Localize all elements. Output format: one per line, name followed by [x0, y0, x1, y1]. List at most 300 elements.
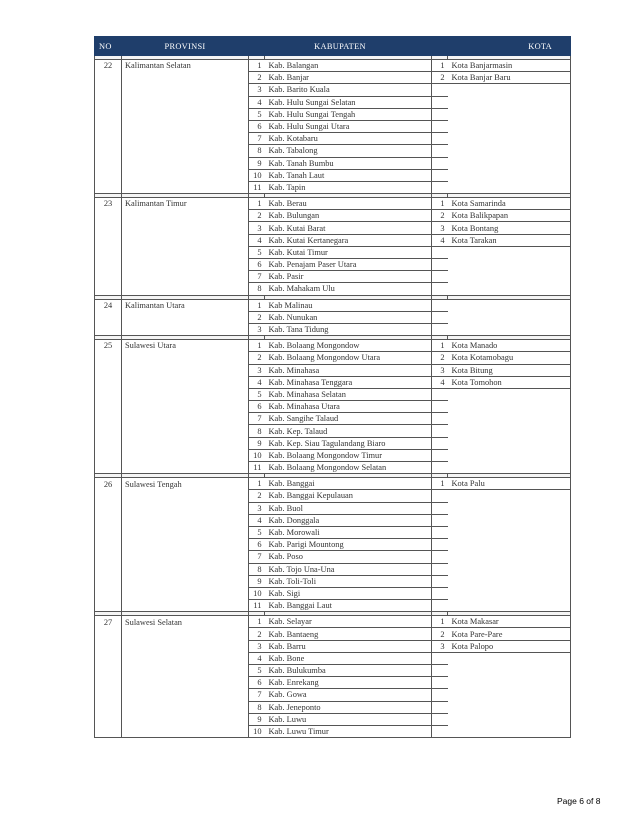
kota-index [432, 401, 448, 413]
kabupaten-index: 5 [249, 665, 265, 677]
kabupaten-name: Kab. Banggai Laut [265, 600, 432, 612]
kabupaten-name: Kab. Enrekang [265, 677, 432, 689]
table-row [95, 364, 571, 376]
province-name [122, 575, 249, 587]
kabupaten-name: Kab. Mahakam Ulu [265, 283, 432, 295]
kabupaten-name: Kab. Bone [265, 652, 432, 664]
header-provinsi: PROVINSI [122, 37, 249, 56]
province-number [95, 449, 122, 461]
kota-name: Kota Pare-Pare [448, 628, 571, 640]
table-row [95, 563, 571, 575]
kota-name [448, 120, 571, 132]
province-number [95, 84, 122, 96]
province-number [95, 401, 122, 413]
table-row [95, 60, 571, 72]
province-name [122, 210, 249, 222]
kabupaten-name: Kab. Balangan [265, 60, 432, 72]
kabupaten-index: 1 [249, 198, 265, 210]
province-name [122, 72, 249, 84]
table-row [95, 222, 571, 234]
kota-name [448, 145, 571, 157]
kota-name: Kota Tomohon [448, 376, 571, 388]
kota-name: Kota Bontang [448, 222, 571, 234]
table-row [95, 108, 571, 120]
province-name [122, 120, 249, 132]
kabupaten-index: 2 [249, 72, 265, 84]
kabupaten-name: Kab. Kutai Barat [265, 222, 432, 234]
province-number [95, 222, 122, 234]
kota-index [432, 563, 448, 575]
header-kabupaten: KABUPATEN [249, 37, 432, 56]
kabupaten-index: 9 [249, 713, 265, 725]
kabupaten-name: Kab. Kep. Siau Tagulandang Biaro [265, 437, 432, 449]
kabupaten-name: Kab. Minahasa Selatan [265, 388, 432, 400]
kota-index: 3 [432, 222, 448, 234]
kota-index [432, 145, 448, 157]
kota-index [432, 299, 448, 311]
kota-name [448, 725, 571, 737]
province-name [122, 84, 249, 96]
kabupaten-name: Kab Malinau [265, 299, 432, 311]
kabupaten-name: Kab. Donggala [265, 514, 432, 526]
province-name [122, 725, 249, 737]
table-row [95, 652, 571, 664]
kota-index [432, 413, 448, 425]
kabupaten-name: Kab. Sangihe Talaud [265, 413, 432, 425]
province-number [95, 246, 122, 258]
table-row [95, 234, 571, 246]
kabupaten-name: Kab. Bolaang Mongondow [265, 340, 432, 352]
kota-name [448, 401, 571, 413]
kota-name [448, 246, 571, 258]
table-row [95, 133, 571, 145]
kabupaten-index: 11 [249, 462, 265, 474]
kota-name [448, 299, 571, 311]
province-number [95, 563, 122, 575]
table-row [95, 449, 571, 461]
kota-name: Kota Banjarmasin [448, 60, 571, 72]
table-row [95, 157, 571, 169]
kota-name [448, 665, 571, 677]
province-number: 26 [95, 478, 122, 490]
kota-index [432, 283, 448, 295]
kabupaten-index: 3 [249, 323, 265, 335]
province-number [95, 462, 122, 474]
table-row [95, 246, 571, 258]
table-row [95, 616, 571, 628]
kabupaten-index: 5 [249, 388, 265, 400]
kota-index: 2 [432, 352, 448, 364]
kabupaten-index: 4 [249, 652, 265, 664]
kabupaten-name: Kab. Morowali [265, 526, 432, 538]
province-number [95, 628, 122, 640]
kota-name [448, 133, 571, 145]
province-name [122, 401, 249, 413]
province-number [95, 551, 122, 563]
kabupaten-name: Kab. Berau [265, 198, 432, 210]
kota-name: Kota Tarakan [448, 234, 571, 246]
kabupaten-index: 5 [249, 246, 265, 258]
kota-name [448, 96, 571, 108]
kabupaten-index: 8 [249, 425, 265, 437]
kabupaten-index: 9 [249, 575, 265, 587]
table-row [95, 120, 571, 132]
table-row [95, 271, 571, 283]
province-name [122, 462, 249, 474]
table-row [95, 514, 571, 526]
province-name [122, 108, 249, 120]
province-name [122, 551, 249, 563]
kota-index [432, 665, 448, 677]
kota-name [448, 563, 571, 575]
province-name [122, 145, 249, 157]
kota-index: 2 [432, 628, 448, 640]
kabupaten-index: 7 [249, 271, 265, 283]
kota-index [432, 157, 448, 169]
province-number [95, 490, 122, 502]
kota-index [432, 271, 448, 283]
province-number [95, 311, 122, 323]
kota-index [432, 84, 448, 96]
kabupaten-name: Kab. Pasir [265, 271, 432, 283]
kota-index [432, 108, 448, 120]
province-number [95, 169, 122, 181]
table-row [95, 181, 571, 193]
province-name [122, 514, 249, 526]
kabupaten-name: Kab. Hulu Sungai Utara [265, 120, 432, 132]
kabupaten-name: Kab. Barito Kuala [265, 84, 432, 96]
province-number [95, 526, 122, 538]
kota-name [448, 323, 571, 335]
kabupaten-name: Kab. Tabalong [265, 145, 432, 157]
province-number: 22 [95, 60, 122, 72]
table-header [95, 37, 571, 56]
kabupaten-index: 2 [249, 628, 265, 640]
province-number [95, 388, 122, 400]
kota-index [432, 437, 448, 449]
kabupaten-name: Kab. Bolaang Mongondow Utara [265, 352, 432, 364]
page-number: Page 6 of 8 [557, 796, 601, 806]
kota-name: Kota Samarinda [448, 198, 571, 210]
province-number: 27 [95, 616, 122, 628]
table-row [95, 340, 571, 352]
province-number [95, 323, 122, 335]
kota-index [432, 449, 448, 461]
province-number [95, 259, 122, 271]
kota-index: 1 [432, 198, 448, 210]
kabupaten-index: 7 [249, 689, 265, 701]
table-row [95, 628, 571, 640]
kabupaten-index: 1 [249, 340, 265, 352]
table-row [95, 713, 571, 725]
kabupaten-name: Kab. Penajam Paser Utara [265, 259, 432, 271]
table-row [95, 677, 571, 689]
region-table [94, 36, 571, 738]
kota-index: 1 [432, 60, 448, 72]
kota-name [448, 539, 571, 551]
kota-name [448, 587, 571, 599]
table-row [95, 640, 571, 652]
kota-name [448, 575, 571, 587]
province-name [122, 259, 249, 271]
table-row [95, 665, 571, 677]
province-name [122, 222, 249, 234]
kota-index [432, 587, 448, 599]
province-number [95, 677, 122, 689]
province-name [122, 563, 249, 575]
table-row [95, 413, 571, 425]
kabupaten-index: 6 [249, 120, 265, 132]
kota-name [448, 449, 571, 461]
kabupaten-index: 8 [249, 283, 265, 295]
kabupaten-index: 3 [249, 222, 265, 234]
kabupaten-name: Kab. Nunukan [265, 311, 432, 323]
kabupaten-index: 2 [249, 311, 265, 323]
kota-name [448, 514, 571, 526]
table-row [95, 462, 571, 474]
province-number [95, 210, 122, 222]
province-number [95, 133, 122, 145]
kabupaten-index: 6 [249, 401, 265, 413]
province-name [122, 437, 249, 449]
table-row [95, 401, 571, 413]
kota-name [448, 600, 571, 612]
province-name [122, 425, 249, 437]
kota-index: 1 [432, 616, 448, 628]
province-number [95, 437, 122, 449]
kota-name [448, 689, 571, 701]
kabupaten-name: Kab. Kutai Kertanegara [265, 234, 432, 246]
kabupaten-name: Kab. Luwu [265, 713, 432, 725]
kabupaten-index: 2 [249, 352, 265, 364]
province-name [122, 587, 249, 599]
kabupaten-index: 3 [249, 640, 265, 652]
kota-name [448, 157, 571, 169]
province-name [122, 169, 249, 181]
province-number: 24 [95, 299, 122, 311]
header-no: NO [95, 37, 122, 56]
province-name [122, 539, 249, 551]
kabupaten-name: Kab. Hulu Sungai Tengah [265, 108, 432, 120]
province-number [95, 640, 122, 652]
kabupaten-name: Kab. Jeneponto [265, 701, 432, 713]
province-number [95, 652, 122, 664]
province-name [122, 490, 249, 502]
region-table-sheet [94, 36, 570, 738]
table-row [95, 259, 571, 271]
province-name [122, 376, 249, 388]
kota-index [432, 526, 448, 538]
kota-name [448, 462, 571, 474]
kota-index: 3 [432, 640, 448, 652]
kabupaten-name: Kab. Minahasa [265, 364, 432, 376]
kabupaten-name: Kab. Parigi Mountong [265, 539, 432, 551]
kabupaten-name: Kab. Tojo Una-Una [265, 563, 432, 575]
province-number: 25 [95, 340, 122, 352]
table-row [95, 311, 571, 323]
province-number [95, 234, 122, 246]
kabupaten-name: Kab. Tana Tidung [265, 323, 432, 335]
kota-index [432, 462, 448, 474]
province-name [122, 388, 249, 400]
kota-name [448, 181, 571, 193]
table-row [95, 323, 571, 335]
kabupaten-index: 6 [249, 677, 265, 689]
kota-index [432, 701, 448, 713]
kabupaten-index: 8 [249, 701, 265, 713]
table-row [95, 299, 571, 311]
kabupaten-index: 6 [249, 539, 265, 551]
table-row [95, 575, 571, 587]
province-name [122, 413, 249, 425]
province-name [122, 665, 249, 677]
table-row [95, 526, 571, 538]
province-number [95, 600, 122, 612]
kabupaten-index: 8 [249, 563, 265, 575]
kota-name: Kota Palu [448, 478, 571, 490]
table-row [95, 352, 571, 364]
kota-index [432, 388, 448, 400]
kabupaten-index: 1 [249, 299, 265, 311]
kabupaten-name: Kab. Banjar [265, 72, 432, 84]
kota-name: Kota Makasar [448, 616, 571, 628]
kabupaten-index: 1 [249, 616, 265, 628]
kota-name [448, 502, 571, 514]
kota-name: Kota Kotamobagu [448, 352, 571, 364]
province-number [95, 575, 122, 587]
kabupaten-name: Kab. Banggai Kepulauan [265, 490, 432, 502]
province-name [122, 677, 249, 689]
table-row [95, 502, 571, 514]
table-row [95, 72, 571, 84]
kabupaten-name: Kab. Minahasa Tenggara [265, 376, 432, 388]
kota-name: Kota Bitung [448, 364, 571, 376]
kabupaten-name: Kab. Hulu Sungai Selatan [265, 96, 432, 108]
kabupaten-index: 10 [249, 169, 265, 181]
table-row [95, 725, 571, 737]
kabupaten-index: 4 [249, 234, 265, 246]
province-number [95, 665, 122, 677]
table-row [95, 96, 571, 108]
kota-name [448, 677, 571, 689]
kabupaten-name: Kab. Selayar [265, 616, 432, 628]
kota-name [448, 701, 571, 713]
kota-index [432, 425, 448, 437]
kabupaten-index: 5 [249, 108, 265, 120]
kota-name [448, 388, 571, 400]
kota-index [432, 311, 448, 323]
province-name [122, 689, 249, 701]
kota-index [432, 575, 448, 587]
province-name [122, 628, 249, 640]
kabupaten-index: 9 [249, 157, 265, 169]
table-row [95, 376, 571, 388]
kabupaten-name: Kab. Bantaeng [265, 628, 432, 640]
kabupaten-name: Kab. Tanah Bumbu [265, 157, 432, 169]
province-name: Sulawesi Selatan [122, 616, 249, 628]
kota-index [432, 689, 448, 701]
kota-name: Kota Balikpapan [448, 210, 571, 222]
province-number [95, 514, 122, 526]
table-row [95, 478, 571, 490]
kabupaten-index: 4 [249, 376, 265, 388]
kota-name: Kota Manado [448, 340, 571, 352]
kota-name [448, 713, 571, 725]
kabupaten-name: Kab. Bulukumba [265, 665, 432, 677]
kabupaten-name: Kab. Bulungan [265, 210, 432, 222]
kabupaten-name: Kab. Sigi [265, 587, 432, 599]
province-name [122, 652, 249, 664]
province-name [122, 713, 249, 725]
kota-index: 1 [432, 340, 448, 352]
kabupaten-index: 1 [249, 478, 265, 490]
kabupaten-name: Kab. Banggai [265, 478, 432, 490]
table-row [95, 145, 571, 157]
kota-index [432, 502, 448, 514]
province-name: Kalimantan Utara [122, 299, 249, 311]
province-number [95, 145, 122, 157]
province-name: Kalimantan Selatan [122, 60, 249, 72]
province-name: Sulawesi Utara [122, 340, 249, 352]
province-number [95, 181, 122, 193]
kabupaten-name: Kab. Minahasa Utara [265, 401, 432, 413]
province-name [122, 600, 249, 612]
kabupaten-name: Kab. Tapin [265, 181, 432, 193]
table-row [95, 169, 571, 181]
province-name [122, 283, 249, 295]
kota-index [432, 246, 448, 258]
province-name [122, 640, 249, 652]
kota-index [432, 600, 448, 612]
kota-index [432, 677, 448, 689]
table-row [95, 587, 571, 599]
kota-index [432, 133, 448, 145]
table-row [95, 551, 571, 563]
kota-name [448, 413, 571, 425]
province-number [95, 283, 122, 295]
kota-name [448, 271, 571, 283]
kota-index [432, 514, 448, 526]
kabupaten-index: 3 [249, 364, 265, 376]
kota-index: 2 [432, 210, 448, 222]
kota-index [432, 169, 448, 181]
kota-index [432, 259, 448, 271]
kabupaten-index: 10 [249, 587, 265, 599]
kabupaten-name: Kab. Poso [265, 551, 432, 563]
kota-name: Kota Banjar Baru [448, 72, 571, 84]
province-name [122, 701, 249, 713]
province-number [95, 271, 122, 283]
table-row [95, 437, 571, 449]
kota-name [448, 437, 571, 449]
kota-index [432, 652, 448, 664]
kota-index [432, 181, 448, 193]
province-name [122, 234, 249, 246]
table-row [95, 84, 571, 96]
kota-index: 4 [432, 376, 448, 388]
kabupaten-index: 2 [249, 210, 265, 222]
kota-index [432, 725, 448, 737]
province-name [122, 449, 249, 461]
header-kota: KOTA [432, 37, 571, 56]
kota-index: 3 [432, 364, 448, 376]
kota-index [432, 551, 448, 563]
kota-index [432, 490, 448, 502]
kabupaten-name: Kab. Toli-Toli [265, 575, 432, 587]
kota-index: 1 [432, 478, 448, 490]
kabupaten-index: 7 [249, 551, 265, 563]
province-number [95, 108, 122, 120]
